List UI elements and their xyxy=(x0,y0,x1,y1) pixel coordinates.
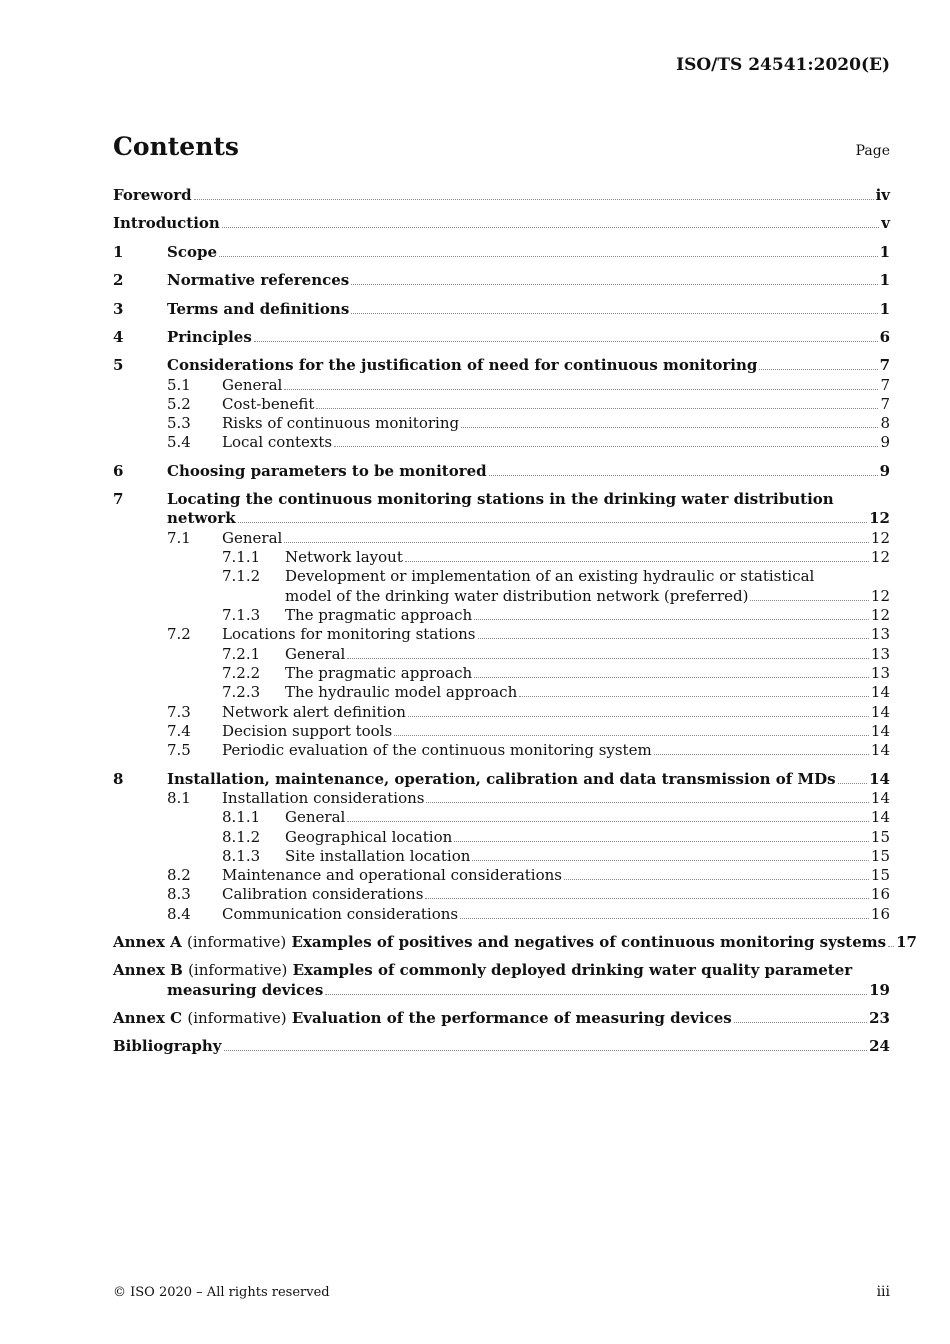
dot-leader xyxy=(351,284,877,285)
annex-note: (informative) xyxy=(187,933,287,951)
toc-entry[interactable] xyxy=(167,462,890,481)
toc-entry-number: 8.1.1 xyxy=(222,808,261,826)
dot-leader xyxy=(888,946,894,947)
toc-entry-page: 14 xyxy=(870,789,890,807)
toc-entry[interactable] xyxy=(113,186,890,205)
dot-leader xyxy=(316,408,878,409)
toc-entry-title: Examples of positives and negatives of continuous monitoring systems xyxy=(291,933,887,951)
toc-entry-page: 12 xyxy=(870,529,890,547)
toc-entry[interactable] xyxy=(285,606,890,625)
toc-entry-page: v xyxy=(881,214,890,232)
toc-entry-page: 7 xyxy=(880,395,890,413)
toc-entry-page: 16 xyxy=(870,885,890,903)
toc-entry-title: Network alert definition xyxy=(222,703,406,721)
toc-entry-page: 19 xyxy=(869,981,890,999)
toc-entry-title: Normative references xyxy=(167,271,350,289)
toc-entry-page: 24 xyxy=(869,1037,890,1055)
toc-entry[interactable] xyxy=(285,567,890,586)
dot-leader xyxy=(222,227,879,228)
toc-entry-page: 6 xyxy=(879,328,890,346)
toc-entry-number: 7.3 xyxy=(167,703,191,721)
dot-leader xyxy=(394,735,869,736)
toc-entry-title: General xyxy=(222,529,283,547)
annex-label: Annex C xyxy=(113,1009,183,1027)
toc-entry[interactable] xyxy=(222,703,890,722)
toc-entry-page: 17 xyxy=(896,933,917,951)
toc-entry-page: 14 xyxy=(870,703,890,721)
toc-entry-title: Choosing parameters to be monitored xyxy=(167,462,487,480)
toc-entry-number: 8.2 xyxy=(167,866,191,884)
toc-entry-number: 7.5 xyxy=(167,741,191,759)
toc-entry[interactable] xyxy=(285,645,890,664)
footer-copyright: © ISO 2020 – All rights reserved xyxy=(113,1285,330,1300)
toc-entry[interactable] xyxy=(222,625,890,644)
toc-entry-title: Decision support tools xyxy=(222,722,393,740)
annex-label: Annex B xyxy=(113,961,183,979)
toc-entry-page: 14 xyxy=(870,722,890,740)
toc-entry[interactable] xyxy=(222,741,890,760)
toc-entry[interactable] xyxy=(222,905,890,924)
dot-leader xyxy=(489,475,878,476)
toc-entry-title: General xyxy=(285,808,346,826)
dot-leader xyxy=(750,600,868,601)
toc-entry[interactable] xyxy=(113,961,890,980)
toc-entry-title-continuation: measuring devices xyxy=(167,981,324,999)
toc-entry-page: 13 xyxy=(870,664,890,682)
toc-entry[interactable] xyxy=(222,376,890,395)
dot-leader xyxy=(474,619,869,620)
toc-entry-title: Cost-benefit xyxy=(222,395,315,413)
toc-entry-title: Locating the continuous monitoring stations in the drinking water distribution xyxy=(167,490,834,508)
dot-leader xyxy=(654,754,869,755)
toc-entry-number: 5 xyxy=(113,356,124,374)
toc-entry-number: 7.2.1 xyxy=(222,645,261,663)
dot-leader xyxy=(351,313,877,314)
toc-entry-number: 6 xyxy=(113,462,124,480)
toc-entry-number: 8.3 xyxy=(167,885,191,903)
toc-entry-number: 5.4 xyxy=(167,433,191,451)
toc-entry-number: 8.1.3 xyxy=(222,847,261,865)
toc-entry-number: 1 xyxy=(113,243,124,261)
toc-entry-page: 12 xyxy=(870,606,890,624)
toc-entry-page: 12 xyxy=(870,587,890,605)
dot-leader xyxy=(284,389,878,390)
toc-entry-title: The hydraulic model approach xyxy=(285,683,518,701)
toc-entry-page: 14 xyxy=(870,741,890,759)
toc-entry-page: iv xyxy=(875,186,890,204)
dot-leader xyxy=(405,561,869,562)
toc-entry-title: Bibliography xyxy=(113,1037,222,1055)
page-column-label: Page xyxy=(855,143,890,159)
dot-leader xyxy=(460,918,869,919)
toc-entry-title: Examples of commonly deployed drinking water quality parameter xyxy=(292,961,853,979)
toc-entry-page: 8 xyxy=(880,414,890,432)
toc-entry[interactable] xyxy=(285,808,890,827)
toc-entry[interactable] xyxy=(222,529,890,548)
toc-entry-continuation[interactable] xyxy=(285,587,890,606)
dot-leader xyxy=(734,1022,867,1023)
toc-entry-number: 8.4 xyxy=(167,905,191,923)
toc-entry-title: The pragmatic approach xyxy=(285,664,473,682)
toc-entry-continuation[interactable] xyxy=(167,981,890,1000)
document-header: ISO/TS 24541:2020(E) xyxy=(676,55,890,75)
toc-entry-number: 5.1 xyxy=(167,376,191,394)
toc-entry-title: Considerations for the justification of need for continuous monitoring xyxy=(167,356,758,374)
toc-entry[interactable] xyxy=(167,300,890,319)
toc-entry-page: 14 xyxy=(870,683,890,701)
toc-entry-page: 7 xyxy=(880,376,890,394)
toc-entry-title-continuation: network xyxy=(167,509,236,527)
toc-entry[interactable] xyxy=(285,664,890,683)
toc-entry-title: Maintenance and operational considerations xyxy=(222,866,562,884)
dot-leader xyxy=(325,994,867,995)
toc-entry[interactable] xyxy=(167,243,890,262)
toc-entry[interactable] xyxy=(113,933,917,952)
toc-entry-title: Terms and definitions xyxy=(167,300,350,318)
annex-note: (informative) xyxy=(188,961,288,979)
toc-entry-number: 8 xyxy=(113,770,124,788)
toc-entry-page: 23 xyxy=(869,1009,890,1027)
toc-entry[interactable] xyxy=(113,1037,890,1056)
toc-entry-title: Periodic evaluation of the continuous monitoring system xyxy=(222,741,652,759)
dot-leader xyxy=(284,542,869,543)
toc-entry[interactable] xyxy=(222,433,890,452)
toc-entry[interactable] xyxy=(285,847,890,866)
toc-entry-title: Installation, maintenance, operation, calibration and data transmission of MDs xyxy=(167,770,836,788)
toc-entry-page: 7 xyxy=(879,356,890,374)
toc-entry-title: The pragmatic approach xyxy=(285,606,473,624)
toc-entry-title: General xyxy=(222,376,283,394)
toc-entry-page: 15 xyxy=(870,847,890,865)
annex-note: (informative) xyxy=(187,1009,287,1027)
toc-entry-page: 12 xyxy=(870,548,890,566)
toc-entry[interactable] xyxy=(222,789,890,808)
dot-leader xyxy=(564,879,869,880)
toc-entry[interactable] xyxy=(285,548,890,567)
toc-entry-page: 12 xyxy=(869,509,890,527)
dot-leader xyxy=(347,658,869,659)
toc-entry-title: Network layout xyxy=(285,548,403,566)
toc-entry-page: 1 xyxy=(879,300,890,318)
dot-leader xyxy=(426,802,868,803)
dot-leader xyxy=(334,446,878,447)
dot-leader xyxy=(194,199,874,200)
annex-label: Annex A xyxy=(113,933,182,951)
dot-leader xyxy=(472,860,869,861)
toc-entry[interactable] xyxy=(222,395,890,414)
toc-entry[interactable] xyxy=(167,770,890,789)
contents-title: Contents xyxy=(113,132,240,161)
toc-entry[interactable] xyxy=(222,866,890,885)
dot-leader xyxy=(254,341,878,342)
toc-entry-title: Principles xyxy=(167,328,252,346)
dot-leader xyxy=(519,696,869,697)
toc-entry-page: 9 xyxy=(879,462,890,480)
toc-entry-title-continuation: model of the drinking water distribution network (preferred) xyxy=(285,587,749,605)
toc-entry-title: Local contexts xyxy=(222,433,333,451)
toc-entry-title: Calibration considerations xyxy=(222,885,424,903)
toc-entry[interactable] xyxy=(222,885,890,904)
toc-entry-title: Locations for monitoring stations xyxy=(222,625,476,643)
toc-entry-title: Communication considerations xyxy=(222,905,459,923)
toc-entry-page: 9 xyxy=(880,433,890,451)
toc-entry[interactable] xyxy=(113,214,890,233)
toc-entry-title: Scope xyxy=(167,243,218,261)
toc-entry-number: 7.1.2 xyxy=(222,567,261,585)
dot-leader xyxy=(347,821,869,822)
toc-entry-number: 4 xyxy=(113,328,124,346)
toc-entry-page: 15 xyxy=(870,866,890,884)
toc-entry-page: 15 xyxy=(870,828,890,846)
toc-entry-title: Foreword xyxy=(113,186,192,204)
dot-leader xyxy=(461,427,878,428)
toc-entry[interactable] xyxy=(285,683,890,702)
dot-leader xyxy=(474,677,869,678)
toc-entry-number: 8.1.2 xyxy=(222,828,261,846)
toc-entry[interactable] xyxy=(222,414,890,433)
toc-entry-title: Geographical location xyxy=(285,828,453,846)
dot-leader xyxy=(454,841,869,842)
toc-entry-title: Risks of continuous monitoring xyxy=(222,414,460,432)
toc-entry[interactable] xyxy=(222,722,890,741)
toc-entry-title: Evaluation of the performance of measuring devices xyxy=(291,1009,732,1027)
toc-entry-number: 8.1 xyxy=(167,789,191,807)
dot-leader xyxy=(219,256,878,257)
dot-leader xyxy=(478,638,869,639)
toc-entry-number: 7.2 xyxy=(167,625,191,643)
dot-leader xyxy=(238,522,868,523)
toc-entry-number: 7 xyxy=(113,490,124,508)
toc-entry-page: 14 xyxy=(869,770,890,788)
toc-entry-number: 7.1.1 xyxy=(222,548,261,566)
toc-entry-number: 7.4 xyxy=(167,722,191,740)
toc-entry-page: 13 xyxy=(870,645,890,663)
toc-entry-number: 5.3 xyxy=(167,414,191,432)
toc-entry-page: 16 xyxy=(870,905,890,923)
toc-entry-number: 7.2.2 xyxy=(222,664,261,682)
toc-entry[interactable] xyxy=(167,271,890,290)
toc-entry[interactable] xyxy=(285,828,890,847)
dot-leader xyxy=(425,898,868,899)
toc-entry-page: 1 xyxy=(879,243,890,261)
footer-page-number: iii xyxy=(876,1284,890,1300)
toc-entry-continuation[interactable] xyxy=(167,509,890,528)
toc-entry[interactable] xyxy=(167,356,890,375)
dot-leader xyxy=(408,716,869,717)
toc-entry-number: 7.2.3 xyxy=(222,683,261,701)
dot-leader xyxy=(759,369,877,370)
toc-entry-page: 1 xyxy=(879,271,890,289)
toc-entry[interactable] xyxy=(167,328,890,347)
dot-leader xyxy=(838,783,868,784)
toc-entry-title: General xyxy=(285,645,346,663)
toc-entry-number: 7.1.3 xyxy=(222,606,261,624)
dot-leader xyxy=(224,1050,868,1051)
toc-entry-page: 14 xyxy=(870,808,890,826)
toc-entry-title: Installation considerations xyxy=(222,789,425,807)
toc-entry-number: 5.2 xyxy=(167,395,191,413)
toc-entry[interactable] xyxy=(167,490,890,509)
toc-entry-title: Introduction xyxy=(113,214,220,232)
toc-entry-page: 13 xyxy=(870,625,890,643)
toc-entry-title: Site installation location xyxy=(285,847,471,865)
toc-entry-title: Development or implementation of an existing hydraulic or statistical xyxy=(285,567,815,585)
toc-entry-number: 2 xyxy=(113,271,124,289)
toc-entry-number: 7.1 xyxy=(167,529,191,547)
toc-entry[interactable] xyxy=(113,1009,890,1028)
toc-entry-number: 3 xyxy=(113,300,124,318)
